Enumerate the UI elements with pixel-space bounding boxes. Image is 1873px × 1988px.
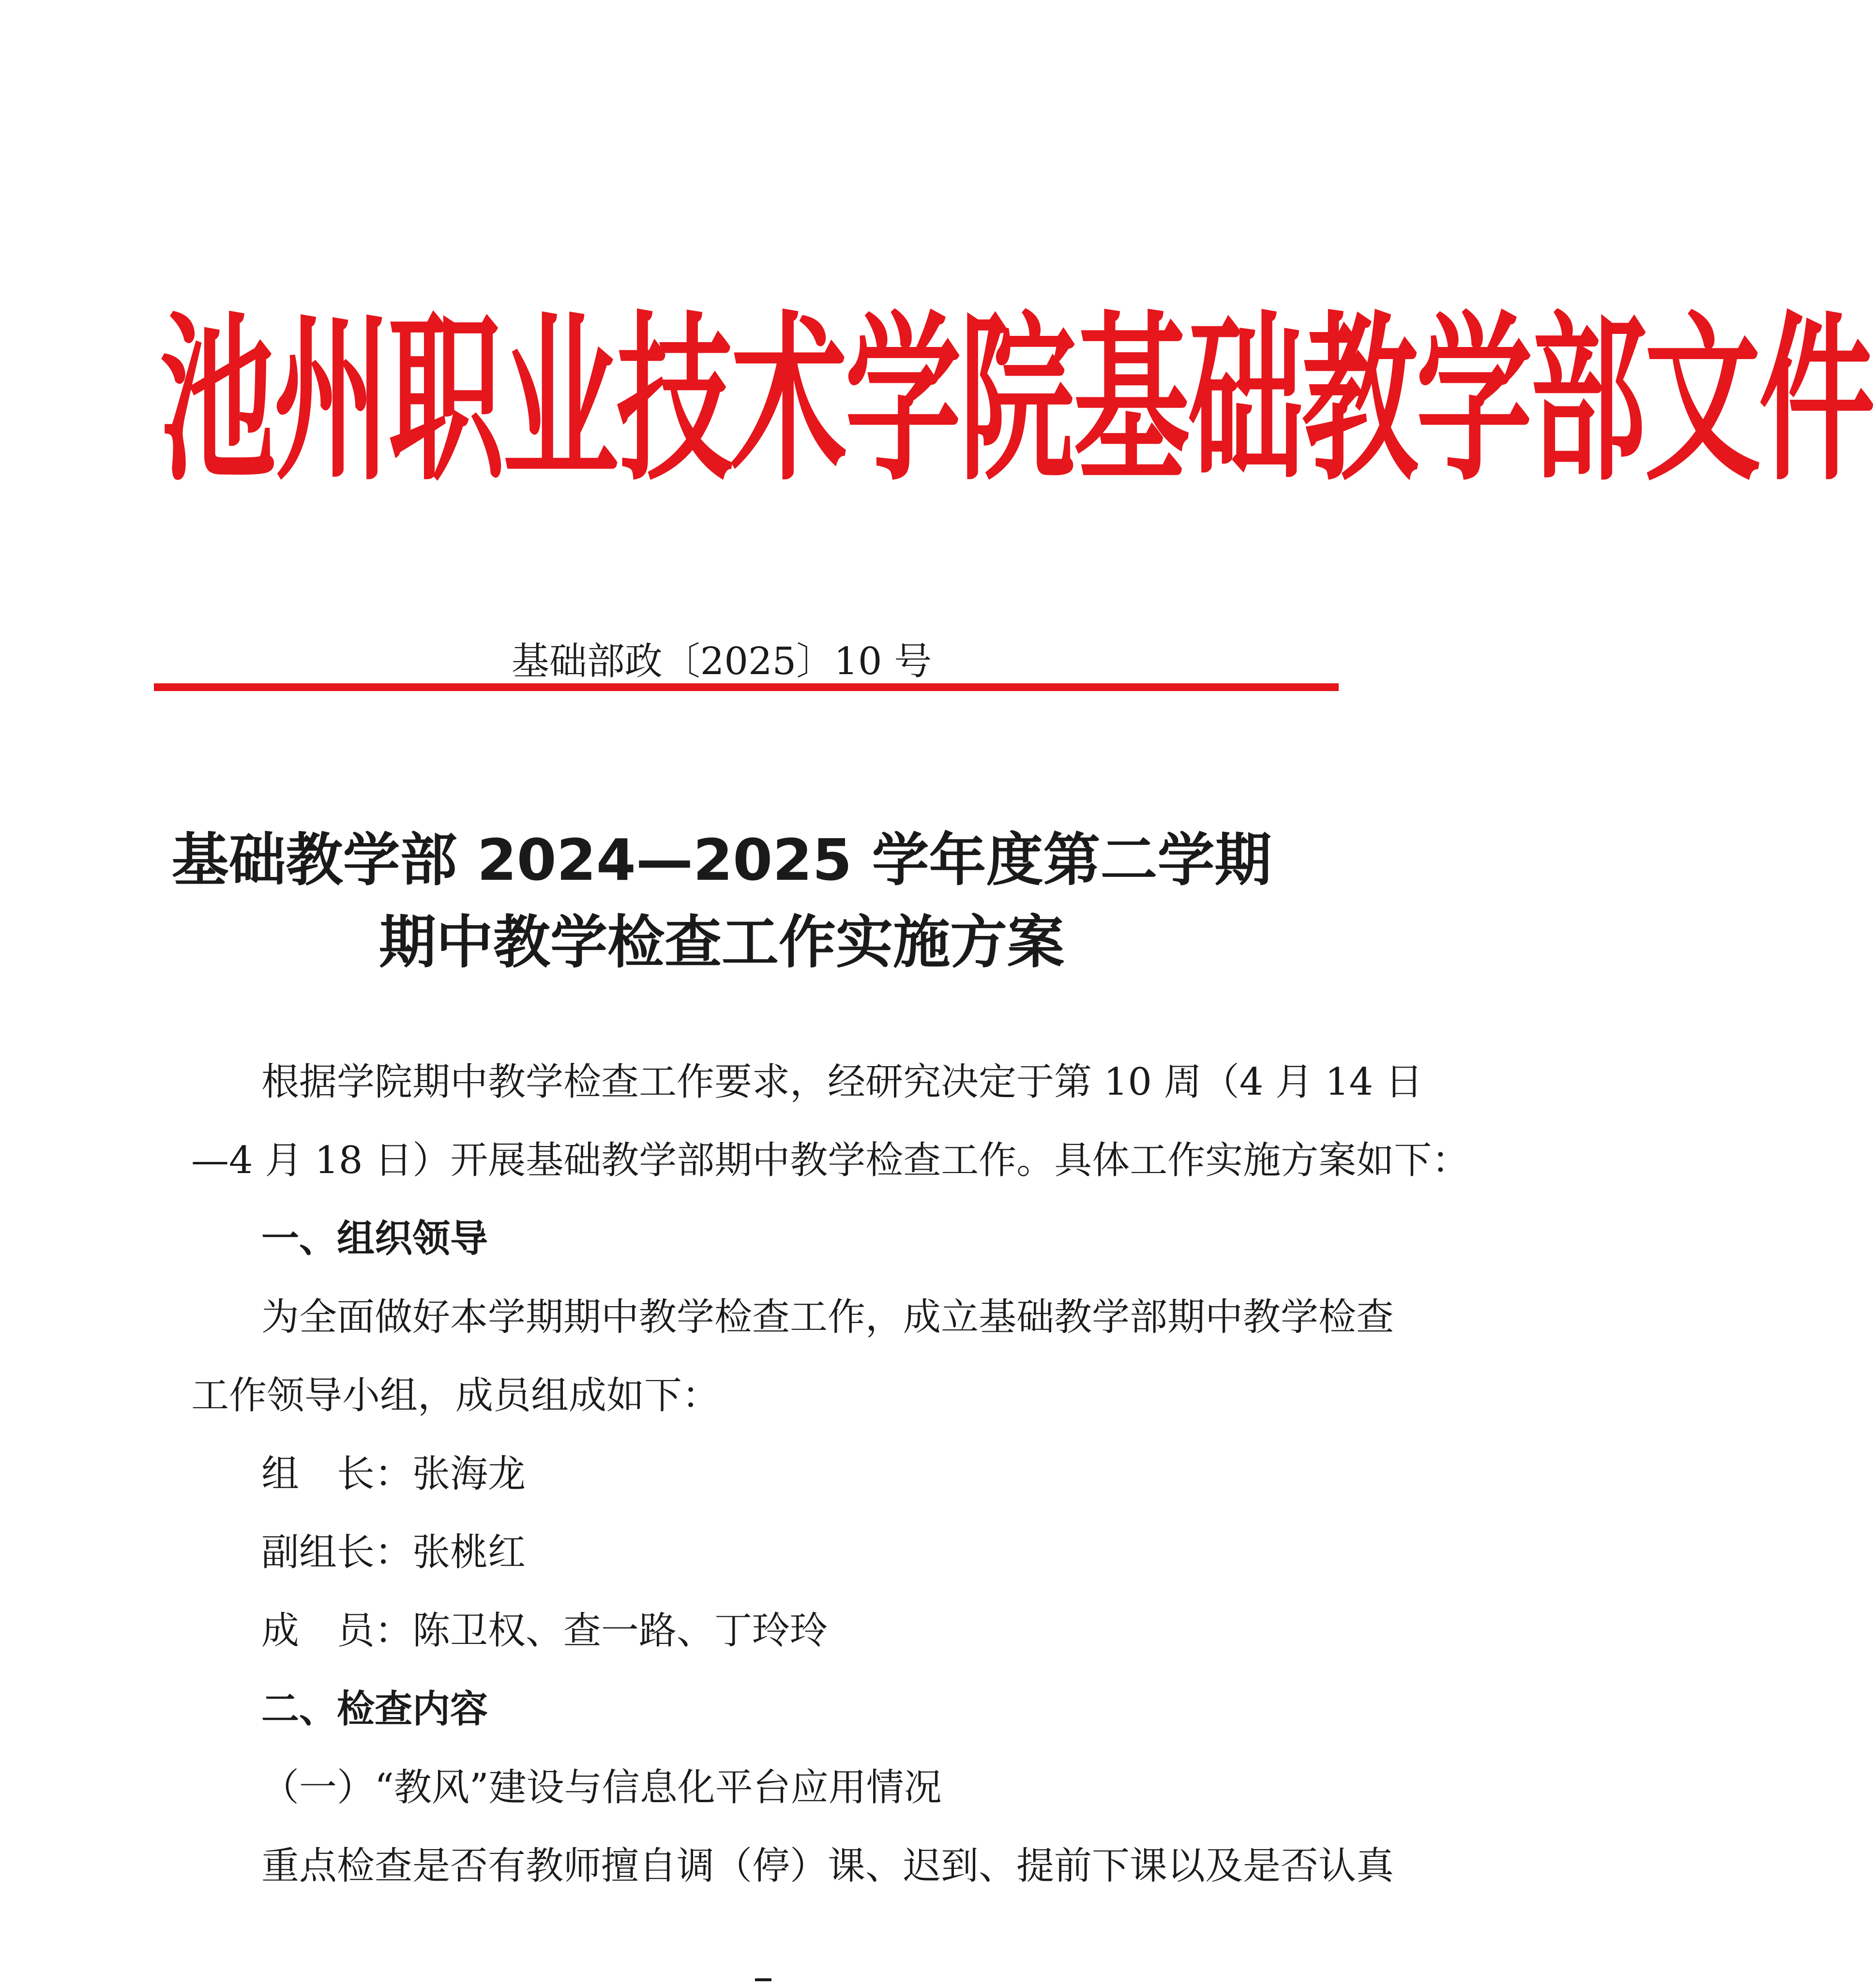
document-number: 基础部政〔2025〕10 号 <box>511 640 932 683</box>
teaching-style-paragraph-line-1: 重点检查是否有教师擅自调（停）课、迟到、提前下课以及是否认真 <box>261 1844 1394 1888</box>
leader-line: 组 长：张海龙 <box>261 1452 526 1496</box>
document-body <box>191 1043 1470 1905</box>
intro-paragraph-line-2: —4 月 18 日）开展基础教学部期中教学检查工作。具体工作实施方案如下： <box>191 1139 1470 1182</box>
page-footer-mark <box>755 1978 771 1981</box>
organization-paragraph-line-1: 为全面做好本学期期中教学检查工作，成立基础教学部期中教学检查 <box>261 1295 1394 1339</box>
section-heading-inspection-content: 二、检查内容 <box>261 1687 488 1731</box>
masthead-title: 池州职业技术学院基础教学部文件 <box>160 293 1873 506</box>
title-line-1: 基础教学部 2024—2025 学年度第二学期 <box>171 827 1272 893</box>
red-divider-rule <box>154 683 1339 691</box>
subsection-heading-teaching-style: （一）“教风”建设与信息化平台应用情况 <box>261 1766 942 1809</box>
organization-paragraph-line-2: 工作领导小组，成员组成如下： <box>191 1374 720 1417</box>
intro-paragraph-line-1: 根据学院期中教学检查工作要求，经研究决定于第 10 周（4 月 14 日 <box>261 1060 1423 1104</box>
document-title <box>0 819 1443 983</box>
section-heading-organization: 一、组织领导 <box>261 1217 488 1261</box>
members-line: 成 员：陈卫权、查一路、丁玲玲 <box>261 1609 828 1653</box>
title-line-2: 期中教学检查工作实施方案 <box>378 909 1064 976</box>
deputy-leader-line: 副组长：张桃红 <box>261 1531 526 1574</box>
